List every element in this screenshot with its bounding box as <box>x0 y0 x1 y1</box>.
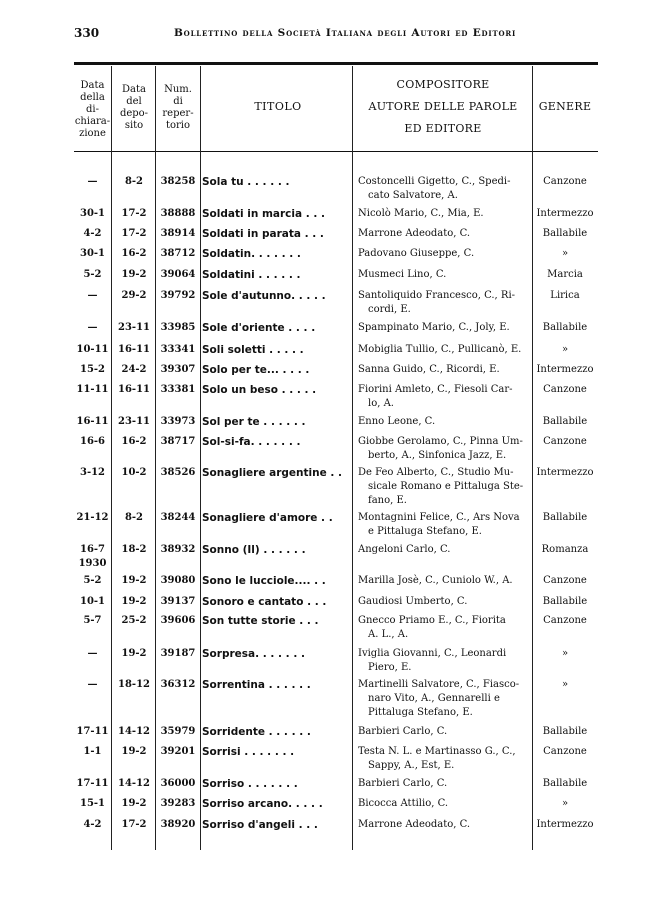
cell-genre: Intermezzo <box>536 819 594 830</box>
cell-declaration-date: 4-2 <box>83 228 102 239</box>
cell-composer: Marrone Adeodato, C. <box>358 819 471 830</box>
cell-declaration-date: 17-11 <box>76 726 109 737</box>
cell-genre: Intermezzo <box>536 364 594 375</box>
cell-genre: Romanza <box>541 544 589 555</box>
cell-deposit-date: 23-11 <box>118 322 150 333</box>
cell-title: Sol-si-fa. . . . . . . <box>202 436 301 448</box>
header-title: TITOLO <box>254 100 302 113</box>
cell-composer: Barbieri Carlo, C. <box>358 778 448 789</box>
cell-composer: Padovano Giuseppe, C. <box>358 248 475 259</box>
cell-repertory-number: 39080 <box>160 575 196 586</box>
cell-title: Son tutte storie . . . <box>202 615 319 627</box>
cell-deposit-date: 25-2 <box>121 615 147 626</box>
cell-repertory-number: 33381 <box>160 384 196 395</box>
table-top-rule <box>74 62 598 65</box>
cell-deposit-date: 24-2 <box>121 364 147 375</box>
page-number: 330 <box>74 26 100 40</box>
page-header <box>74 26 598 46</box>
cell-composer: Spampinato Mario, C., Joly, E. <box>358 322 510 333</box>
cell-deposit-date: 8-2 <box>124 512 144 523</box>
cell-repertory-number: 39606 <box>160 615 196 626</box>
cell-declaration-date: 3-12 <box>79 467 106 478</box>
cell-deposit-date: 23-11 <box>118 416 150 427</box>
cell-title: Sorrentina . . . . . . <box>202 679 311 691</box>
cell-repertory-number: 38244 <box>160 512 196 523</box>
cell-declaration-date: 5-2 <box>83 575 102 586</box>
cell-repertory-number: 36312 <box>160 679 196 690</box>
cell-title: Soldati in parata . . . <box>202 228 324 240</box>
cell-repertory-number: 38717 <box>160 436 196 447</box>
cell-composer: Marrone Adeodato, C. <box>358 228 471 239</box>
cell-deposit-date: 16-11 <box>118 344 150 355</box>
cell-genre: Canzone <box>543 436 587 447</box>
cell-deposit-date: 10-2 <box>121 467 147 478</box>
cell-repertory-number: 38888 <box>160 208 196 219</box>
cell-declaration-date: 15-2 <box>79 364 106 375</box>
running-title: Bollettino della Società Italiana degli Autori ed Editori <box>174 27 517 39</box>
cell-genre: Ballabile <box>542 228 588 239</box>
cell-declaration-date: 30-1 <box>79 248 106 259</box>
cell-composer: Gaudiosi Umberto, C. <box>358 596 468 607</box>
cell-deposit-date: 19-2 <box>121 746 147 757</box>
header-bottom-rule <box>74 151 598 152</box>
cell-genre: Canzone <box>543 575 587 586</box>
cell-title: Sorriso . . . . . . . <box>202 778 298 790</box>
cell-title: Sono le lucciole.... . . <box>202 575 326 587</box>
cell-composer: Santoliquido Francesco, C., Ri- cordi, E. <box>358 290 516 315</box>
cell-declaration-date: 5-7 <box>83 615 102 626</box>
cell-genre: Lirica <box>550 290 580 301</box>
cell-genre: » <box>561 679 569 690</box>
cell-declaration-date: 21-12 <box>76 512 109 523</box>
cell-repertory-number: 38920 <box>160 819 196 830</box>
column-divider <box>352 66 353 850</box>
cell-composer: Gnecco Priamo E., C., Fiorita A. L., A. <box>358 615 506 640</box>
cell-declaration-date: 1-1 <box>83 746 102 757</box>
cell-title: Sorriso d'angeli . . . <box>202 819 318 831</box>
cell-composer: De Feo Alberto, C., Studio Mu- sicale Romano e Pittaluga Ste- fano, E. <box>358 467 524 506</box>
cell-genre: Canzone <box>543 384 587 395</box>
cell-deposit-date: 19-2 <box>121 648 147 659</box>
cell-declaration-date: 10-11 <box>76 344 109 355</box>
cell-title: Sonoro e cantato . . . <box>202 596 327 608</box>
cell-repertory-number: 35979 <box>160 726 196 737</box>
cell-declaration-date: 11-11 <box>76 384 109 395</box>
cell-repertory-number: 33973 <box>160 416 196 427</box>
cell-deposit-date: 18-2 <box>121 544 147 555</box>
cell-declaration-date: 4-2 <box>83 819 102 830</box>
cell-declaration-date: 16-6 <box>79 436 106 447</box>
cell-repertory-number: 39201 <box>160 746 196 757</box>
cell-deposit-date: 17-2 <box>121 819 147 830</box>
cell-repertory-number: 38526 <box>160 467 196 478</box>
cell-title: Sonno (Il) . . . . . . <box>202 544 306 556</box>
cell-repertory-number: 39283 <box>160 798 196 809</box>
cell-declaration-date: 16-7 1930 <box>78 544 107 569</box>
cell-repertory-number: 39137 <box>160 596 196 607</box>
cell-declaration-date: 5-2 <box>83 269 102 280</box>
cell-deposit-date: 29-2 <box>121 290 147 301</box>
cell-repertory-number: 38712 <box>160 248 196 259</box>
column-divider <box>200 66 201 850</box>
cell-composer: Testa N. L. e Martinasso G., C., Sappy, A., Est, E. <box>358 746 516 771</box>
cell-repertory-number: 39187 <box>160 648 196 659</box>
cell-title: Sonagliere d'amore . . <box>202 512 333 524</box>
cell-declaration-date: 30-1 <box>79 208 106 219</box>
cell-composer: Angeloni Carlo, C. <box>358 544 451 555</box>
cell-deposit-date: 17-2 <box>121 228 147 239</box>
header-declaration-date: Data della di- chiara- zione <box>74 80 111 139</box>
cell-title: Soldati in marcia . . . <box>202 208 326 220</box>
cell-title: Soldatini . . . . . . <box>202 269 301 281</box>
cell-genre: Marcia <box>547 269 583 280</box>
cell-composer: Sanna Guido, C., Ricordi, E. <box>358 364 500 375</box>
cell-composer: Fiorini Amleto, C., Fiesoli Car- lo, A. <box>358 384 513 409</box>
cell-genre: Canzone <box>543 746 587 757</box>
cell-composer: Montagnini Felice, C., Ars Nova e Pittaluga Stefano, E. <box>358 512 520 537</box>
cell-genre: Ballabile <box>542 322 588 333</box>
cell-declaration-date: — <box>87 176 98 187</box>
cell-deposit-date: 19-2 <box>121 575 147 586</box>
cell-composer: Marilla Josè, C., Cuniolo W., A. <box>358 575 513 586</box>
cell-repertory-number: 39307 <box>160 364 196 375</box>
cell-title: Sorpresa. . . . . . . <box>202 648 305 660</box>
cell-declaration-date: 17-11 <box>76 778 109 789</box>
cell-title: Sorrisi . . . . . . . <box>202 746 295 758</box>
cell-composer: Giobbe Gerolamo, C., Pinna Um- berto, A., Sinfonica Jazz, E. <box>358 436 523 461</box>
cell-deposit-date: 19-2 <box>121 269 147 280</box>
header-deposit-date: Data del depo- sito <box>119 84 149 131</box>
cell-deposit-date: 14-12 <box>118 778 150 789</box>
cell-declaration-date: 16-11 <box>76 416 109 427</box>
cell-composer: Martinelli Salvatore, C., Fiasco- naro Vito, A., Gennarelli e Pittaluga Stefano, E. <box>358 679 520 718</box>
cell-repertory-number: 33985 <box>160 322 196 333</box>
header-composer: COMPOSITORE AUTORE DELLE PAROLE ED EDITORE <box>368 78 518 135</box>
cell-title: Sole d'autunno. . . . . <box>202 290 326 302</box>
cell-genre: Ballabile <box>542 726 588 737</box>
cell-deposit-date: 16-2 <box>121 248 147 259</box>
cell-genre: Canzone <box>543 615 587 626</box>
cell-title: Solo per te... . . . . <box>202 364 310 376</box>
cell-title: Soli soletti . . . . . <box>202 344 304 356</box>
cell-title: Sol per te . . . . . . <box>202 416 306 428</box>
cell-repertory-number: 36000 <box>160 778 196 789</box>
cell-deposit-date: 19-2 <box>121 596 147 607</box>
cell-composer: Nicolò Mario, C., Mia, E. <box>358 208 484 219</box>
cell-genre: » <box>561 344 569 355</box>
cell-genre: » <box>561 798 569 809</box>
cell-genre: Intermezzo <box>536 208 594 219</box>
cell-genre: Ballabile <box>542 416 588 427</box>
cell-deposit-date: 16-11 <box>118 384 150 395</box>
cell-declaration-date: — <box>87 648 98 659</box>
cell-genre: Ballabile <box>542 778 588 789</box>
cell-composer: Barbieri Carlo, C. <box>358 726 448 737</box>
cell-title: Sorridente . . . . . . <box>202 726 311 738</box>
cell-composer: Iviglia Giovanni, C., Leonardi Piero, E. <box>358 648 507 673</box>
header-genre: GENERE <box>538 100 592 113</box>
cell-title: Sola tu . . . . . . <box>202 176 290 188</box>
cell-title: Sole d'oriente . . . . <box>202 322 316 334</box>
cell-genre: Ballabile <box>542 512 588 523</box>
cell-genre: » <box>561 248 569 259</box>
cell-repertory-number: 39792 <box>160 290 196 301</box>
cell-declaration-date: 15-1 <box>79 798 106 809</box>
cell-deposit-date: 16-2 <box>121 436 147 447</box>
cell-deposit-date: 8-2 <box>124 176 144 187</box>
cell-composer: Bicocca Attilio, C. <box>358 798 449 809</box>
cell-deposit-date: 18-12 <box>118 679 150 690</box>
cell-declaration-date: 10-1 <box>79 596 106 607</box>
cell-genre: » <box>561 648 569 659</box>
cell-composer: Costoncelli Gigetto, C., Spedi- cato Salvatore, A. <box>358 176 511 201</box>
cell-composer: Enno Leone, C. <box>358 416 436 427</box>
cell-repertory-number: 38258 <box>160 176 196 187</box>
cell-title: Soldatin. . . . . . . <box>202 248 301 260</box>
cell-repertory-number: 38932 <box>160 544 196 555</box>
cell-composer: Mobiglia Tullio, C., Pullicanò, E. <box>358 344 522 355</box>
cell-declaration-date: — <box>87 322 98 333</box>
cell-repertory-number: 33341 <box>160 344 196 355</box>
cell-deposit-date: 17-2 <box>121 208 147 219</box>
cell-genre: Intermezzo <box>536 467 594 478</box>
header-repertory-number: Num. di reper- torio <box>162 84 194 131</box>
cell-repertory-number: 39064 <box>160 269 196 280</box>
cell-title: Sonagliere argentine . . <box>202 467 343 479</box>
cell-deposit-date: 14-12 <box>118 726 150 737</box>
cell-declaration-date: — <box>87 290 98 301</box>
cell-title: Sorriso arcano. . . . . <box>202 798 323 810</box>
cell-declaration-date: — <box>87 679 98 690</box>
cell-title: Solo un beso . . . . . <box>202 384 317 396</box>
cell-composer: Musmeci Lino, C. <box>358 269 447 280</box>
cell-genre: Canzone <box>543 176 587 187</box>
cell-genre: Ballabile <box>542 596 588 607</box>
cell-repertory-number: 38914 <box>160 228 196 239</box>
cell-deposit-date: 19-2 <box>121 798 147 809</box>
